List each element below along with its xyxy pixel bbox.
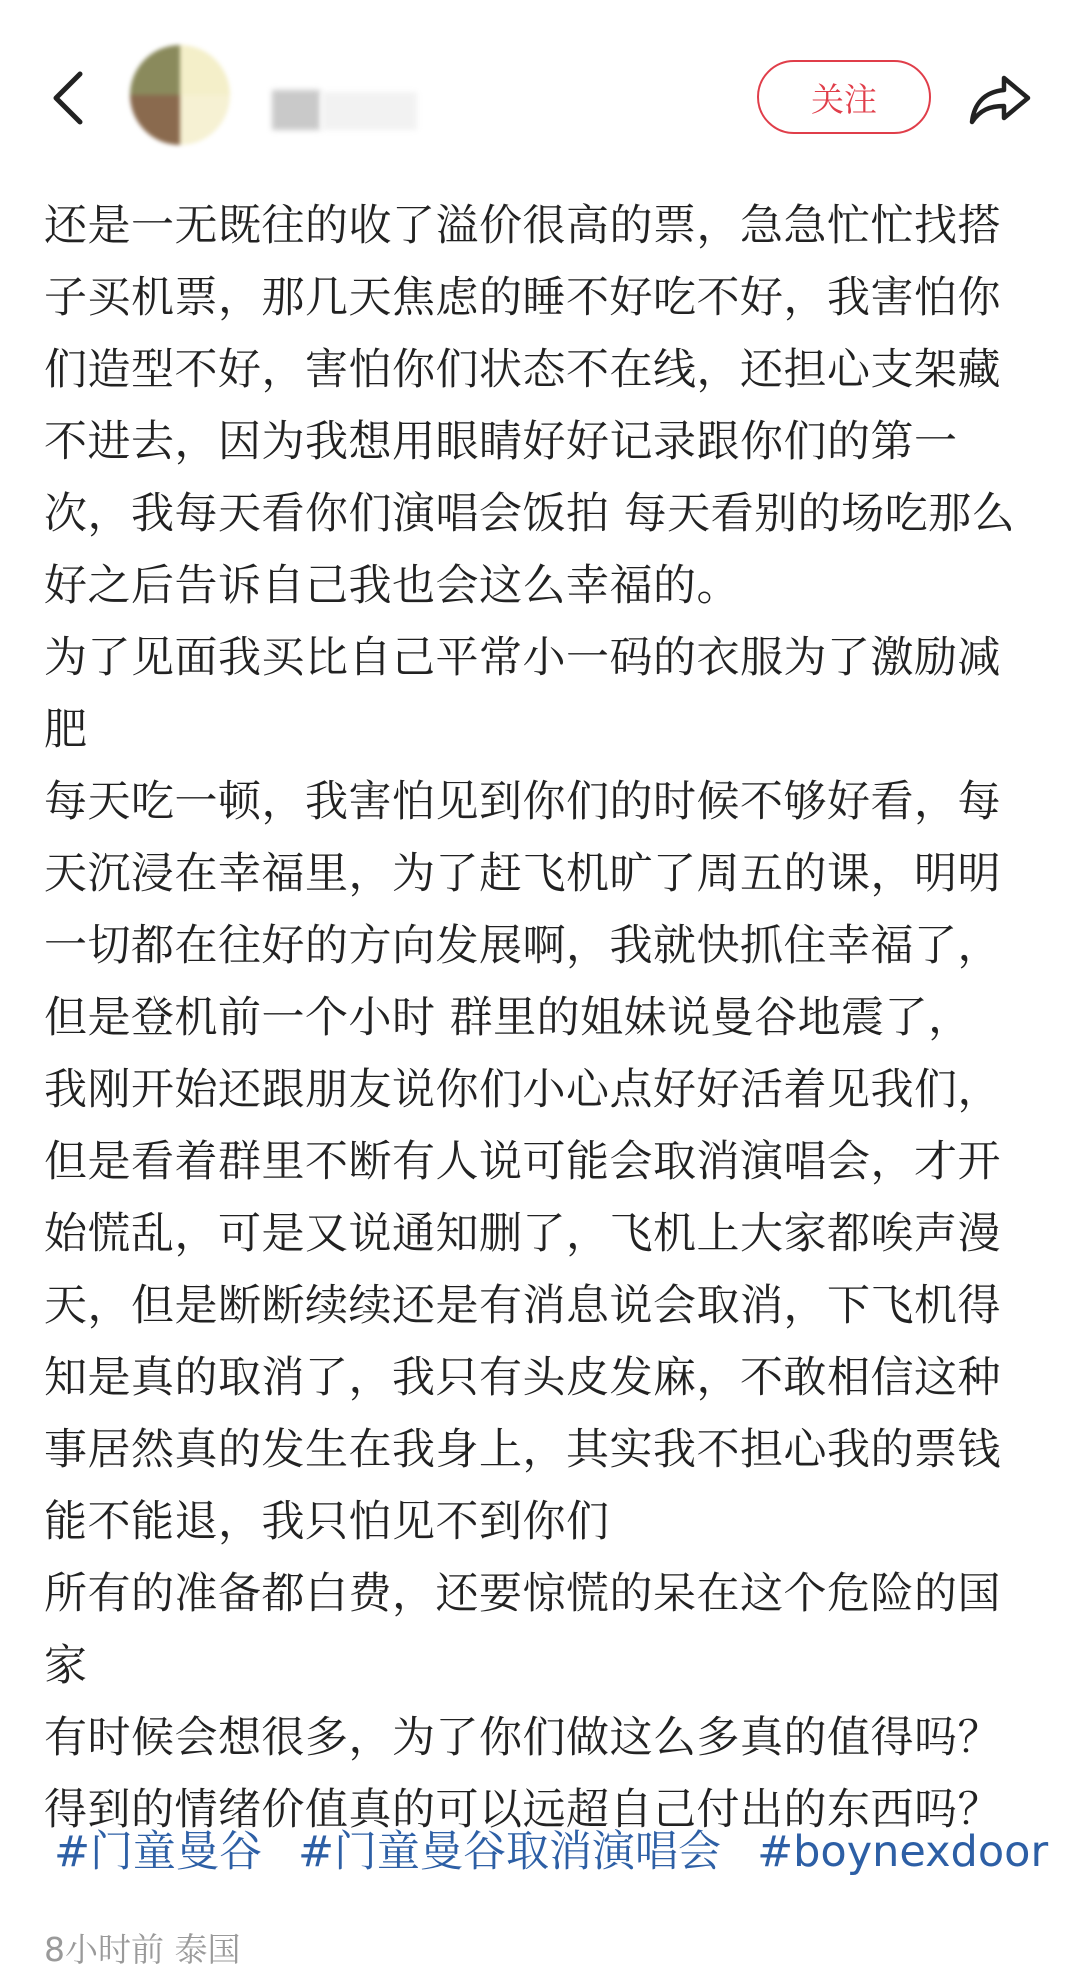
body-paragraph: 有时候会想很多，为了你们做这么多真的值得吗？	[44, 1713, 1001, 1763]
body-paragraph: 所有的准备都白费，还要惊慌的呆在这个危险的国家	[44, 1569, 1001, 1691]
post-meta: 8小时前 泰国	[44, 1930, 241, 1969]
body-paragraph: 每天吃一顿，我害怕见到你们的时候不够好看，每天沉浸在幸福里，为了赶飞机旷了周五的课，明明一切都在往好的方向发展啊，我就快抓住幸福了，	[44, 777, 1001, 971]
username-redacted[interactable]	[272, 90, 320, 130]
share-button[interactable]	[965, 65, 1035, 135]
body-paragraph: 还是一无既往的收了溢价很高的票，急急忙忙找搭子买机票，那几天焦虑的睡不好吃不好，我害怕你们造型不好，害怕你们状态不在线，还担心支架藏不进去，因为我想用眼睛好好记录跟你们的第一次，我每天看你们演唱会饭拍 每天看别的场吃那么好之后告诉自己我也会这么幸福的。	[44, 201, 1016, 611]
body-paragraph: 为了见面我买比自己平常小一码的衣服为了激励减肥	[44, 633, 1001, 755]
chevron-left-icon	[48, 68, 88, 128]
username-redacted-extra	[322, 92, 417, 130]
avatar[interactable]	[130, 45, 230, 145]
hashtag-link[interactable]: #门童曼谷取消演唱会	[298, 1827, 722, 1877]
post-body	[44, 190, 1044, 1846]
hashtag-link[interactable]: #门童曼谷	[54, 1827, 263, 1877]
top-bar	[0, 0, 1080, 170]
share-arrow-icon	[968, 72, 1032, 128]
hashtag-row	[54, 1822, 1048, 1882]
body-paragraph: 但是登机前一个小时 群里的姐妹说曼谷地震了，	[44, 993, 972, 1043]
follow-button[interactable]: 关注	[757, 60, 931, 134]
body-paragraph: 我刚开始还跟朋友说你们小心点好好活着见我们，	[44, 1065, 1001, 1115]
body-paragraph: 得到的情绪价值真的可以远超自己付出的东西吗？	[44, 1785, 1001, 1835]
body-paragraph: 但是看着群里不断有人说可能会取消演唱会，才开始慌乱，可是又说通知删了，飞机上大家都唉声漫天，但是断断续续还是有消息说会取消，下飞机得知是真的取消了，我只有头皮发麻，不敢相信这种事居然真的发生在我身上，其实我不担心我的票钱能不能退，我只怕见不到你们	[44, 1137, 1001, 1547]
hashtag-link[interactable]: #boynexdoor	[757, 1827, 1049, 1877]
back-button[interactable]	[40, 62, 96, 134]
